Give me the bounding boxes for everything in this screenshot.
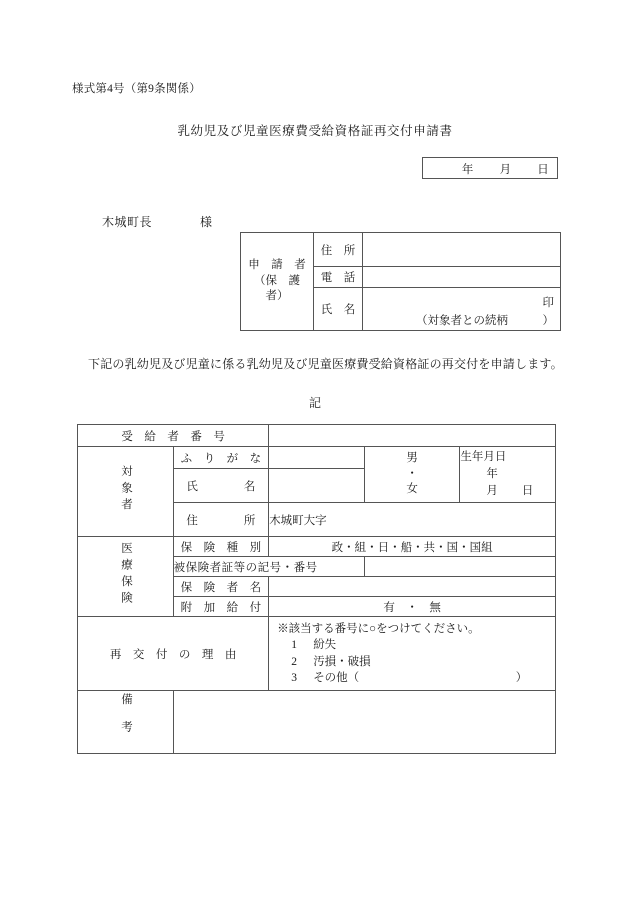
date-entry-inner bbox=[423, 158, 559, 180]
seal-stamp-label: 印 bbox=[542, 297, 554, 309]
sex-selection-cell[interactable] bbox=[364, 447, 460, 503]
relation-to-target-label: （対象者との続柄 ） bbox=[416, 315, 554, 327]
applicant-row-address bbox=[241, 233, 561, 267]
target-section-label bbox=[78, 447, 174, 537]
target-name-label: 氏 名 bbox=[173, 469, 269, 503]
reason-option-2-text: 汚損・破損 bbox=[313, 655, 371, 668]
applicant-name-field[interactable] bbox=[363, 288, 560, 330]
row-reissue-reason bbox=[78, 617, 556, 691]
reason-option-3-number: 3 bbox=[291, 671, 297, 684]
insurance-type-value[interactable]: 政・組・日・船・共・国・国組 bbox=[269, 537, 556, 557]
date-entry-box[interactable] bbox=[422, 157, 558, 179]
applicant-table bbox=[240, 232, 561, 331]
insurer-name-value[interactable] bbox=[269, 577, 556, 597]
applicant-label-line2: （保 護 者） bbox=[254, 274, 312, 303]
ki-mark: 記 bbox=[308, 396, 321, 410]
applicant-phone-value[interactable] bbox=[363, 267, 561, 288]
applicant-section-label bbox=[241, 233, 314, 331]
birthdate-cell[interactable] bbox=[460, 447, 556, 503]
date-month-label: 月 bbox=[499, 164, 512, 176]
row-furigana bbox=[78, 447, 556, 469]
furigana-value[interactable] bbox=[269, 447, 365, 469]
birthdate-label: 生年月日 bbox=[460, 450, 507, 463]
birthdate-year-label: 年 bbox=[486, 467, 498, 480]
addressee-line bbox=[88, 198, 213, 245]
reissue-reason-cell[interactable] bbox=[269, 617, 556, 691]
applicant-phone-label: 電 話 bbox=[314, 267, 363, 288]
reason-option-2-number: 2 bbox=[291, 655, 297, 668]
applicant-name-label: 氏 名 bbox=[314, 288, 363, 331]
remarks-label bbox=[78, 691, 174, 754]
reason-option-3[interactable] bbox=[277, 670, 555, 686]
additional-benefit-value[interactable]: 有 ・ 無 bbox=[269, 597, 556, 617]
reason-option-3-text: その他（ bbox=[313, 671, 360, 684]
reason-option-3-close: ） bbox=[515, 671, 528, 684]
recipient-number-label: 受 給 者 番 号 bbox=[78, 425, 269, 447]
birthdate-month-label: 月 bbox=[486, 485, 498, 498]
additional-benefit-label: 附 加 給 付 bbox=[173, 597, 269, 617]
sex-male[interactable]: 男 bbox=[406, 452, 418, 465]
insurance-symbol-number-label: 被保険者証等の記号・番号 bbox=[173, 557, 364, 577]
insurance-section-label-text: 医療保険 bbox=[120, 542, 133, 608]
birthdate-day-label: 日 bbox=[521, 485, 534, 498]
row-remarks bbox=[78, 691, 556, 754]
applicant-address-label: 住 所 bbox=[314, 233, 363, 267]
main-form-table bbox=[77, 424, 556, 754]
furigana-label: ふ り が な bbox=[173, 447, 269, 469]
target-address-label: 住 所 bbox=[173, 503, 269, 537]
target-address-value[interactable]: 木城町大字 bbox=[269, 503, 556, 537]
insurance-type-label: 保 険 種 別 bbox=[173, 537, 269, 557]
reason-option-1[interactable] bbox=[277, 637, 555, 653]
birthdate-fields bbox=[460, 466, 555, 501]
reissue-reason-label: 再 交 付 の 理 由 bbox=[78, 617, 269, 691]
applicant-label-line1: 申 請 者 bbox=[248, 259, 306, 272]
row-recipient-number bbox=[78, 425, 556, 447]
document-title: 乳幼児及び児童医療費受給資格証再交付申請書 bbox=[177, 124, 453, 138]
insurer-name-label: 保 険 者 名 bbox=[173, 577, 269, 597]
reissue-reason-body bbox=[269, 617, 555, 690]
insurance-symbol-number-value[interactable] bbox=[364, 557, 555, 577]
applicant-name-value[interactable] bbox=[363, 288, 561, 331]
target-section-label-text: 対象者 bbox=[120, 465, 133, 515]
reason-option-1-text: 紛失 bbox=[313, 639, 337, 652]
date-day-label: 日 bbox=[537, 164, 549, 176]
body-sentence: 下記の乳幼児及び児童に係る乳幼児及び児童医療費受給資格証の再交付を申請します。 bbox=[88, 357, 563, 371]
target-name-value[interactable] bbox=[269, 469, 365, 503]
addressee-honorific: 様 bbox=[200, 215, 213, 229]
sex-separator: ・ bbox=[406, 467, 418, 480]
insurance-section-label bbox=[78, 537, 174, 617]
reason-option-2[interactable] bbox=[277, 654, 555, 670]
form-number: 様式第4号（第9条関係） bbox=[72, 83, 201, 95]
sex-female[interactable]: 女 bbox=[406, 483, 418, 496]
addressee-name: 木城町長 bbox=[102, 215, 153, 229]
row-insurance-type bbox=[78, 537, 556, 557]
reissue-reason-instruction: ※該当する番号に○をつけてください。 bbox=[277, 623, 480, 635]
remarks-value[interactable] bbox=[173, 691, 555, 754]
reason-option-1-number: 1 bbox=[291, 639, 297, 652]
recipient-number-value[interactable] bbox=[269, 425, 556, 447]
remarks-label-text: 備考 bbox=[120, 693, 133, 749]
date-year-label: 年 bbox=[461, 164, 474, 176]
applicant-address-value[interactable] bbox=[363, 233, 561, 267]
